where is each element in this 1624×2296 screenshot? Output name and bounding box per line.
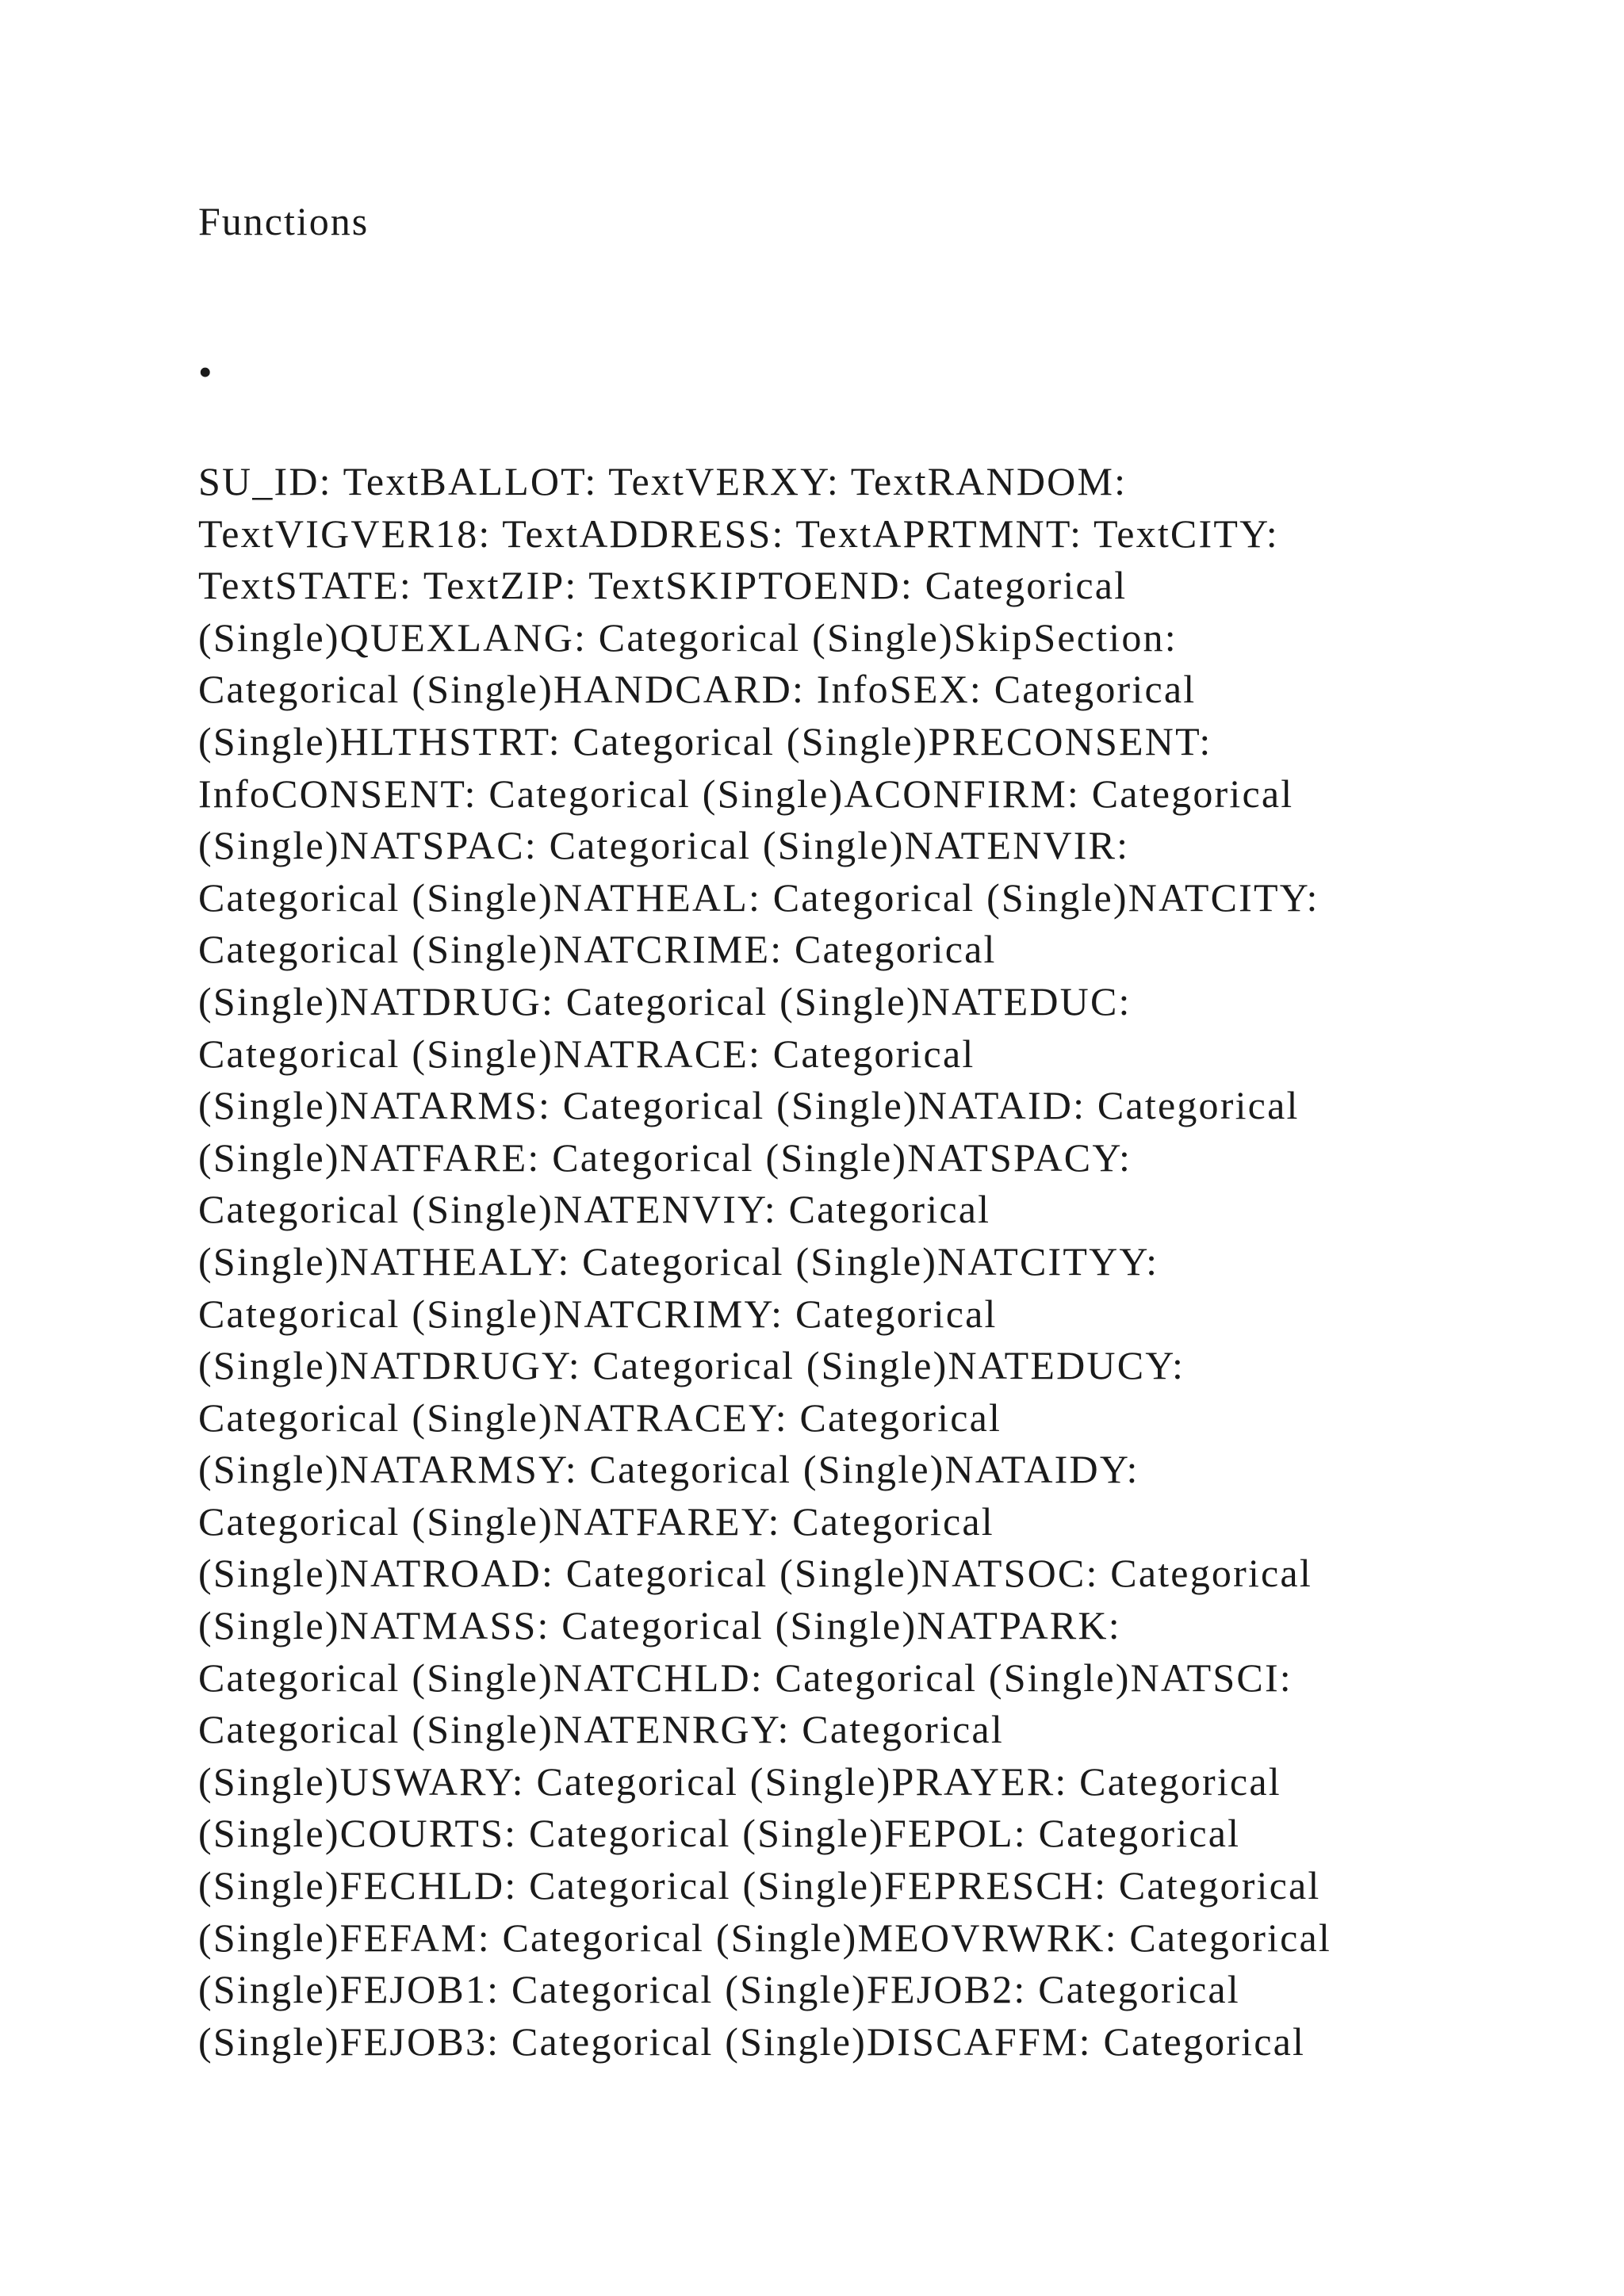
bullet-marker: • (198, 350, 213, 394)
variable-list-paragraph: SU_ID: TextBALLOT: TextVERXY: TextRANDOM: TextVIGVER18: TextADDRESS: TextAPRTMNT: TextCITY: TextSTATE: TextZIP: TextSKIPTOEND: Categorical (Single)QUEXLANG: Categorical (Single)SkipSection: Categorical (Single)HANDCARD: InfoSEX: Categorical (Single)HLTHSTRT: Categorical (Single)PRECONSENT: InfoCONSENT: Categorical (Single)ACONFIRM: Categorical (Single)NATSPAC: Categorical (Single)NATENVIR: Categorical (Single)NATHEAL: Categorical (Single)NATCITY: Categorical (Single)NATCRIME: Categorical (Single)NATDRUG: Categorical (Single)NATEDUC: Categorical (Single)NATRACE: Categorical (Single)NATARMS: Categorical (Single)NATAID: Categorical (Single)NATFARE: Categorical (Single)NATSPACY: Categorical (Single)NATENVIY: Categorical (Single)NATHEALY: Categorical (Single)NATCITYY: Categorical (Single)NATCRIMY: Categorical (Single)NATDRUGY: Categorical (Single)NATEDUCY: Categorical (Single)NATRACEY: Categorical (Single)NATARMSY: Categorical (Single)NATAIDY: Categorical (Single)NATFAREY: Categorical (Single)NATROAD: Categorical (Single)NATSOC: Categorical (Single)NATMASS: Categorical (Single)NATPARK: Categorical (Single)NATCHLD: Categorical (Single)NATSCI: Categorical (Single)NATENRGY: Categorical (Single)USWARY: Categorical (Single)PRAYER: Categorical (Single)COURTS: Categorical (Single)FEPOL: Categorical (Single)FECHLD: Categorical (Single)FEPRESCH: Categorical (Single)FEFAM: Categorical (Single)MEOVRWRK: Categorical (Single)FEJOB1: Categorical (Single)FEJOB2: Categorical (Single)FEJOB3: Categorical (Single)DISCAFFM: Categorical (198, 459, 1332, 2064)
page-title: Functions (198, 199, 370, 243)
